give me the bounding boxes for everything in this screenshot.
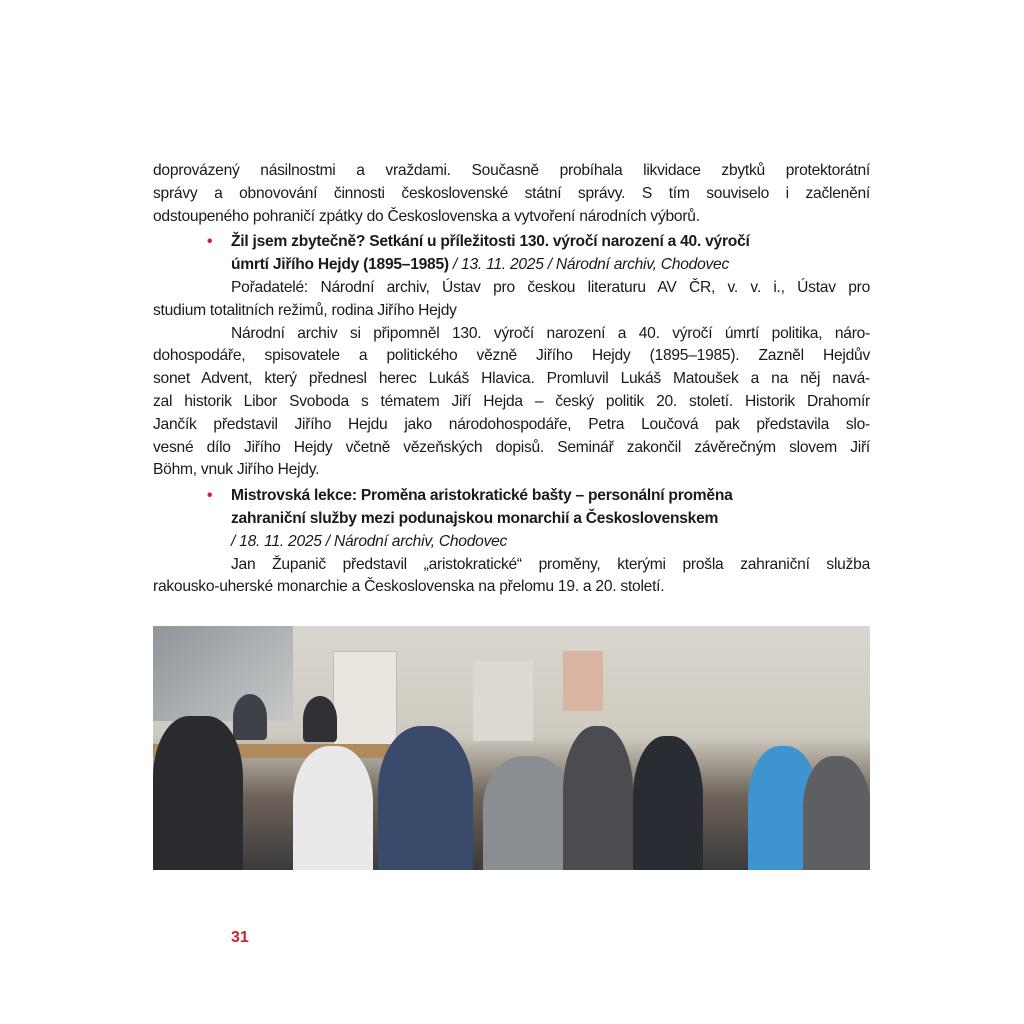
paragraph-line: Jančík představil Jiřího Hejdu jako národohospodáře, Petra Loučová pak představila slo-	[153, 415, 870, 433]
paragraph-line: dohospodáře, spisovatele a politického vězně Jiřího Hejdy (1895–1985). Zazněl Hejdův	[153, 347, 870, 365]
event-meta: / 13. 11. 2025 / Národní archiv, Chodovec	[448, 256, 730, 274]
event-item-masterclass	[153, 485, 870, 553]
paragraph-line: rakousko-uherské monarchie a Československa na přelomu 19. a 20. století.	[153, 578, 665, 596]
event-photo	[153, 626, 870, 870]
organizers-line: Pořadatelé: Národní archiv, Ústav pro českou literaturu AV ČR, v. v. i., Ústav pro	[231, 278, 870, 296]
event-item-hejda	[153, 231, 870, 277]
organizers-line: studium totalitních režimů, rodina Jiřího Hejdy	[153, 301, 457, 319]
bullet-icon: •	[207, 487, 213, 505]
paragraph-line: správy a obnovování činnosti československé státní správy. S tím souviselo i začlenění	[153, 184, 870, 202]
bullet-icon: •	[207, 233, 213, 251]
page-number: 31	[231, 929, 249, 946]
paragraph-line: Jan Županič představil „aristokratické“ proměny, kterými prošla zahraniční služba	[231, 555, 870, 573]
paragraph-line: odstoupeného pohraničí zpátky do Československa a vytvoření národních výborů.	[153, 207, 700, 225]
event-title: úmrtí Jiřího Hejdy (1895–1985)	[231, 256, 449, 274]
paragraph-line: sonet Advent, který přednesl herec Lukáš Hlavica. Promluvil Lukáš Matoušek a na něj navá-	[153, 370, 870, 388]
paragraph-line: Národní archiv si připomněl 130. výročí narození a 40. výročí úmrtí politika, náro-	[231, 324, 870, 342]
event-title: zahraniční služby mezi podunajskou monarchií a Československem	[231, 509, 719, 527]
paragraph-line: vesné dílo Jiřího Hejdy včetně vězeňských dopisů. Seminář zakončil závěrečným slovem Jiří	[153, 438, 870, 456]
paragraph-line: Böhm, vnuk Jiřího Hejdy.	[153, 461, 320, 479]
paragraph-line: zal historik Libor Svoboda s tématem Jiří Hejda – český politik 20. století. Historik Drahomír	[153, 392, 870, 410]
event-title: Mistrovská lekce: Proměna aristokratické bašty – personální proměna	[231, 487, 733, 505]
event-title: Žil jsem zbytečně? Setkání u příležitosti 130. výročí narození a 40. výročí	[231, 233, 750, 251]
paragraph-line: doprovázený násilnostmi a vraždami. Současně probíhala likvidace zbytků protektorátní	[153, 162, 870, 179]
event-meta: / 18. 11. 2025 / Národní archiv, Chodovec	[231, 532, 508, 550]
page-text	[153, 160, 870, 599]
